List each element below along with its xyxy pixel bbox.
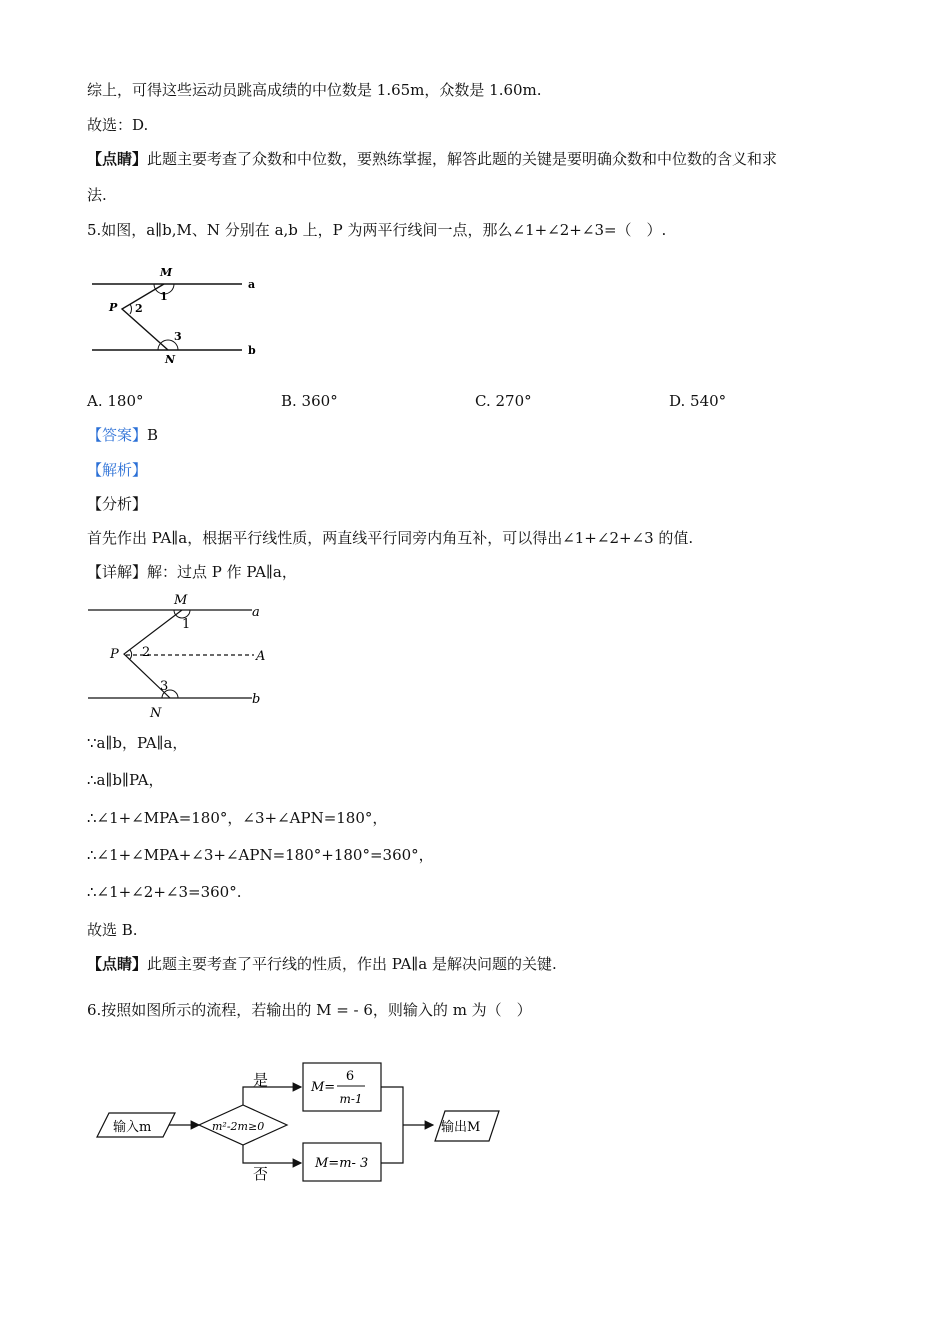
q5-figure (88, 262, 268, 372)
segments-mpn-2 (124, 610, 182, 698)
arrow-no (243, 1145, 301, 1163)
label-3: 3 (174, 330, 182, 343)
label-3-2: 3 (160, 679, 169, 694)
q5-stem: 5.如图，a∥b,M、N 分别在 a,b 上，P 为两平行线间一点，那么∠1+∠2+∠3=（ ）. (87, 221, 667, 239)
label-1: 1 (160, 290, 168, 303)
label-m: M (160, 266, 173, 279)
label-2-2: 2 (142, 645, 151, 660)
summary-comment (87, 149, 777, 169)
yes-denominator: m-1 (339, 1092, 363, 1106)
arc-2-2 (130, 650, 132, 659)
label-n: N (165, 353, 176, 366)
yes-label: 是 (253, 1071, 269, 1089)
label-a-2: a (252, 605, 260, 620)
step-4: ∴∠1+∠MPA+∠3+∠APN=180°+180°=360°， (87, 846, 434, 864)
comment-tag: 【点睛】 (87, 150, 148, 168)
choice-b: B. 360° (281, 392, 338, 410)
answer-tag: 【答案】 (87, 426, 148, 444)
label-a: a (248, 278, 256, 291)
input-label: 输入m (113, 1120, 152, 1135)
choice-d: D. 540° (669, 392, 727, 410)
merge-lines (381, 1087, 403, 1163)
arrow-yes (243, 1087, 301, 1105)
label-A-2: A (256, 649, 266, 664)
condition-label: m²-2m≥0 (212, 1120, 265, 1133)
detail-text: 解：过点 P 作 PA∥a， (147, 563, 297, 581)
label-m-2: M (174, 593, 188, 608)
label-b: b (248, 344, 256, 357)
summary-comment-cont: 法. (87, 186, 107, 204)
q5-conclusion: 故选 B. (87, 921, 138, 939)
choice-a: A. 180° (87, 392, 144, 410)
label-2: 2 (135, 302, 143, 315)
detail-tag: 【详解】 (87, 563, 148, 581)
summary-conclusion: 综上，可得这些运动员跳高成绩的中位数是 1.65m，众数是 1.60m. (87, 81, 542, 99)
label-p-2: P (110, 647, 119, 662)
step-3: ∴∠1+∠MPA=180°，∠3+∠APN=180°， (87, 809, 388, 827)
summary-answer: 故选：D. (87, 116, 149, 134)
q5-detail (87, 562, 297, 582)
comment-text: 此题主要考查了众数和中位数，要熟练掌握，解答此题的关键是要明确众数和中位数的含义和求 (147, 150, 778, 168)
yes-formula-left: M= (311, 1080, 336, 1095)
q5-comment (87, 954, 557, 974)
step-1: ∵a∥b，PA∥a， (87, 734, 188, 752)
arc-2 (130, 304, 132, 314)
q6-flowchart (95, 1055, 505, 1185)
choice-c: C. 270° (475, 392, 532, 410)
q5-answer (87, 425, 158, 445)
comment-text-2: 此题主要考查了平行线的性质，作出 PA∥a 是解决问题的关键. (147, 955, 557, 973)
q5-figure-2 (86, 590, 276, 720)
step-5: ∴∠1+∠2+∠3=360°. (87, 883, 242, 901)
label-1-2: 1 (182, 617, 191, 632)
q6-stem: 6.按照如图所示的流程，若输出的 M = - 6，则输入的 m 为（ ） (87, 1001, 532, 1019)
q5-analysis-tag: 【解析】 (87, 461, 148, 479)
q5-fenxi-tag: 【分析】 (87, 495, 148, 513)
label-p: P (109, 301, 118, 314)
comment-tag-2: 【点睛】 (87, 955, 148, 973)
answer-value: B (147, 426, 159, 444)
step-2: ∴a∥b∥PA， (87, 771, 164, 789)
label-b-2: b (252, 692, 261, 707)
yes-numerator: 6 (345, 1069, 355, 1084)
label-n-2: N (150, 706, 162, 721)
no-label: 否 (253, 1165, 269, 1183)
no-formula: M=m- 3 (315, 1156, 369, 1171)
q5-fenxi-text: 首先作出 PA∥a，根据平行线性质，两直线平行同旁内角互补，可以得出∠1+∠2+∠3 的值. (87, 529, 694, 547)
output-label: 输出M (441, 1120, 481, 1135)
